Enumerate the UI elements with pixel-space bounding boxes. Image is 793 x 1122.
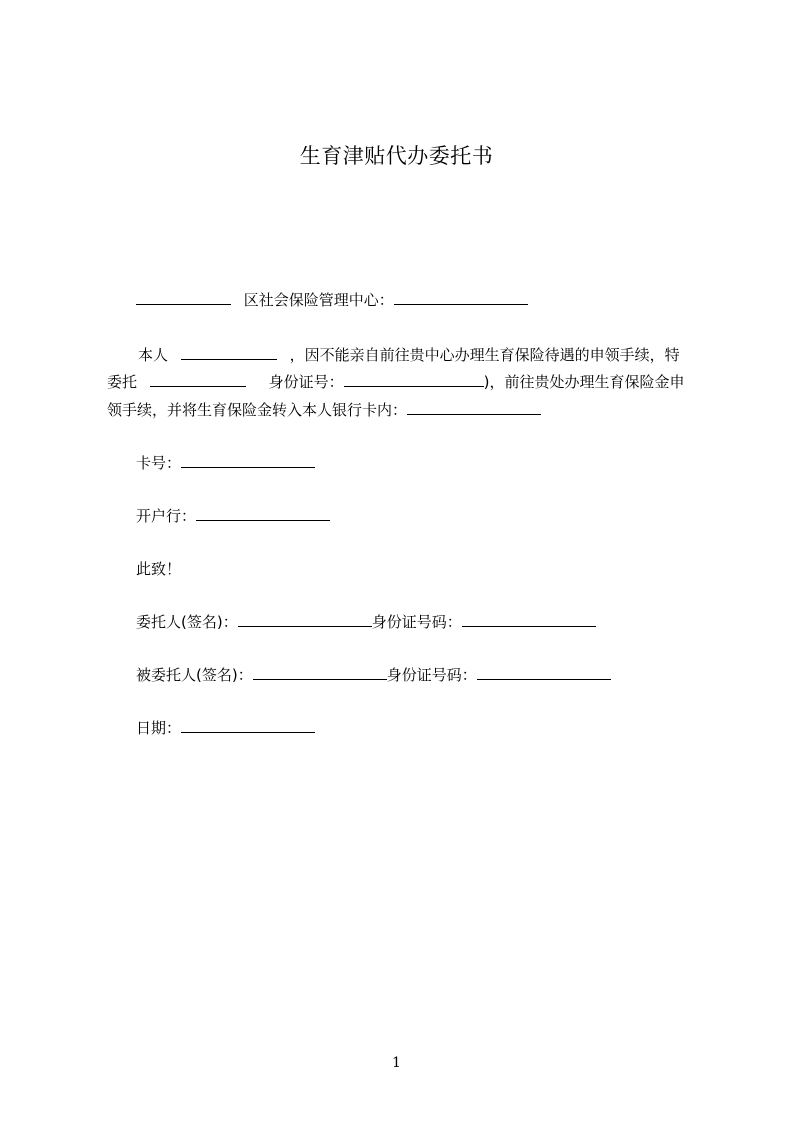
bank-card-transfer-blank[interactable] bbox=[407, 400, 541, 415]
agent-id-number-blank[interactable] bbox=[477, 665, 611, 680]
bank-label: 开户行： bbox=[136, 507, 197, 525]
agent-id-label: 身份证号码： bbox=[386, 666, 477, 684]
body-line-2-id-label: 身份证号： bbox=[268, 373, 344, 391]
agent-signature-blank[interactable] bbox=[253, 665, 387, 680]
principal-signature-line bbox=[136, 612, 596, 632]
body-line-2 bbox=[107, 372, 684, 392]
body-line-1-prefix: 本人 bbox=[138, 346, 169, 364]
date-label: 日期： bbox=[136, 719, 182, 737]
date-line bbox=[136, 718, 315, 738]
bank-line bbox=[136, 506, 330, 526]
addressee-blank[interactable] bbox=[394, 290, 528, 305]
body-line-1 bbox=[138, 345, 680, 365]
principal-id-label: 身份证号码： bbox=[371, 613, 462, 631]
date-blank[interactable] bbox=[181, 718, 315, 733]
agent-id-blank[interactable] bbox=[344, 372, 484, 387]
card-number-blank[interactable] bbox=[181, 453, 315, 468]
closing-text: 此致！ bbox=[136, 560, 182, 578]
principal-label: 委托人(签名)： bbox=[136, 613, 238, 631]
card-number-label: 卡号： bbox=[136, 454, 182, 472]
agent-label: 被委托人(签名)： bbox=[136, 666, 253, 684]
body-line-1-text: ，因不能亲自前往贵中心办理生育保险待遇的申领手续，特 bbox=[289, 346, 680, 364]
agent-name-blank[interactable] bbox=[150, 372, 246, 387]
body-line-2-prefix: 委托 bbox=[107, 373, 138, 391]
body-line-2-suffix: )，前往贵处办理生育保险金申 bbox=[483, 373, 685, 391]
addressee-line bbox=[136, 290, 528, 310]
body-line-3-text: 领手续，并将生育保险金转入本人银行卡内： bbox=[107, 401, 408, 419]
body-line-3 bbox=[107, 400, 541, 420]
document-title: 生育津贴代办委托书 bbox=[299, 144, 494, 168]
bank-blank[interactable] bbox=[196, 506, 330, 521]
addressee-text: 区社会保险管理中心： bbox=[243, 291, 394, 309]
principal-signature-blank[interactable] bbox=[238, 612, 372, 627]
closing-line bbox=[136, 559, 181, 579]
principal-id-blank[interactable] bbox=[462, 612, 596, 627]
page-number: 1 bbox=[392, 1055, 401, 1071]
agent-signature-line bbox=[136, 665, 611, 685]
applicant-name-blank[interactable] bbox=[181, 345, 277, 360]
card-number-line bbox=[136, 453, 315, 473]
district-blank[interactable] bbox=[136, 290, 231, 305]
